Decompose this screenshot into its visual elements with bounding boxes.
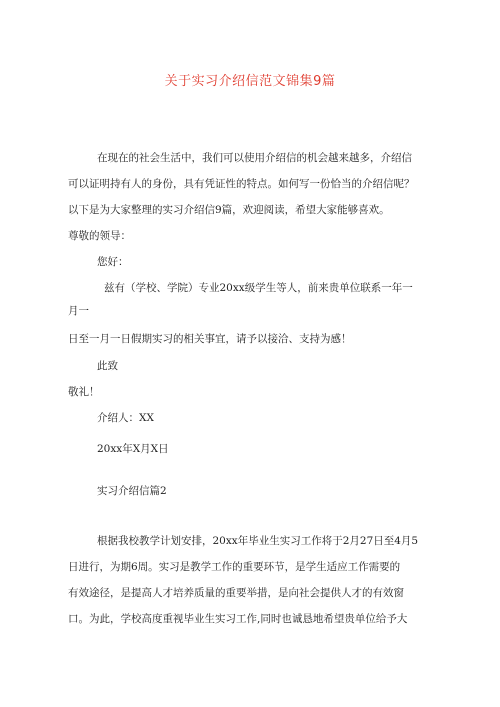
paragraph-line: 口。为此，学校高度重视毕业生实习工作,同时也诚恳地希望贵单位给予大 (68, 613, 408, 625)
paragraph-line: 月一 (68, 305, 89, 317)
salutation-line: 尊敬的领导： (68, 230, 131, 242)
paragraph-line: 日进行，为期6周。实习是教学工作的重要环节，是学生适应工作需要的 (68, 561, 401, 573)
closing-line: 此致 (97, 360, 118, 372)
paragraph-line: 以下是为大家整理的实习介绍信9篇，欢迎阅读，希望大家能够喜欢。 (68, 204, 390, 216)
greeting-line: 您好： (97, 256, 129, 268)
closing-line: 敬礼！ (68, 386, 100, 398)
date-line: 20xx年X月X日 (97, 443, 169, 455)
signature-line: 介绍人：XX (97, 412, 154, 424)
paragraph-line: 在现在的社会生活中，我们可以使用介绍信的机会越来越多，介绍信 (97, 152, 412, 164)
paragraph-line: 日至一月一日假期实习的相关事宜，请予以接洽、支持为感！ (68, 333, 352, 345)
paragraph-line: 根据我校教学计划安排，20xx年毕业生实习工作将于2月27日至4月5 (97, 535, 419, 547)
document-title: 关于实习介绍信范文锦集9篇 (164, 74, 336, 89)
paragraph-line: 兹有（学校、学院）专业20xx级学生等人，前来贵单位联系一年一 (104, 282, 413, 294)
paragraph-line: 可以证明持有人的身份，具有凭证性的特点。如何写一份恰当的介绍信呢？ (68, 178, 415, 190)
section-heading: 实习介绍信篇2 (97, 485, 167, 497)
paragraph-line: 有效途径，是提高人才培养质量的重要举措，是向社会提供人才的有效窗 (68, 587, 404, 599)
